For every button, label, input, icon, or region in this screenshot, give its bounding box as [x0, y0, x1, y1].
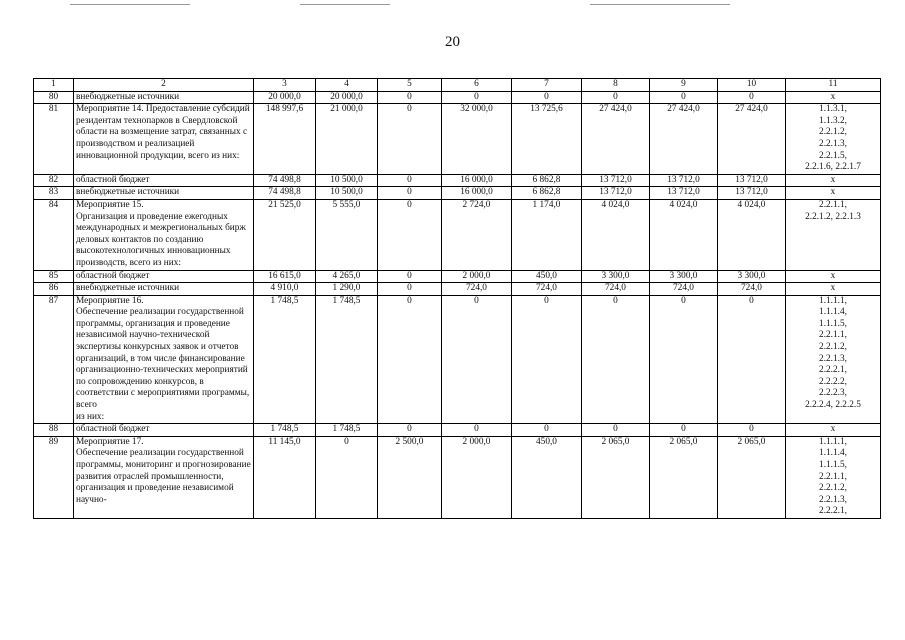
- col8-value: 0: [582, 295, 650, 424]
- col7-value: 0: [512, 295, 582, 424]
- col7-value: 0: [512, 424, 582, 437]
- col10-value: 2 065,0: [718, 436, 786, 518]
- col6-value: 0: [442, 91, 512, 104]
- col8-value: 0: [582, 91, 650, 104]
- table-row: [34, 104, 881, 175]
- row-indicator-codes: x: [786, 91, 881, 104]
- col6-value: 0: [442, 424, 512, 437]
- col9-value: 27 424,0: [650, 104, 718, 175]
- col3-value: 74 498,8: [254, 174, 316, 187]
- col10-value: 724,0: [718, 283, 786, 296]
- table-row: [34, 295, 881, 424]
- col7-value: 450,0: [512, 270, 582, 283]
- row-number: 86: [34, 283, 74, 296]
- col4-value: 1 748,5: [316, 295, 378, 424]
- row-number: 85: [34, 270, 74, 283]
- table-row: [34, 436, 881, 518]
- row-description: внебюджетные источники: [74, 283, 254, 296]
- col7-value: 724,0: [512, 283, 582, 296]
- col3-value: 74 498,8: [254, 187, 316, 200]
- col10-value: 0: [718, 295, 786, 424]
- row-indicator-codes: x: [786, 424, 881, 437]
- table-row: [34, 187, 881, 200]
- col3-value: 1 748,5: [254, 295, 316, 424]
- row-description: Мероприятие 16. Обеспечение реализации государственной программы, организация и проведение независимой научно-технической экспертизы конкурсных заявок и отчетов организаций, в том числе финансирование организационно-технических мероприятий по сопровождению конкурсов, в соответствии с мероприятиями программы, всего из них:: [74, 295, 254, 424]
- table-row: [34, 424, 881, 437]
- col10-value: 27 424,0: [718, 104, 786, 175]
- col5-value: 2 500,0: [378, 436, 442, 518]
- row-indicator-codes: 2.2.1.1, 2.2.1.2, 2.2.1.3: [786, 199, 881, 270]
- col4-value: 4 265,0: [316, 270, 378, 283]
- col8-value: 0: [582, 424, 650, 437]
- col7-value: 0: [512, 91, 582, 104]
- row-number: 88: [34, 424, 74, 437]
- col10-value: 0: [718, 424, 786, 437]
- row-number: 83: [34, 187, 74, 200]
- row-indicator-codes: x: [786, 283, 881, 296]
- scan-edge-line: [300, 4, 390, 5]
- col4-value: 0: [316, 436, 378, 518]
- col9-value: 724,0: [650, 283, 718, 296]
- page-number: 20: [445, 34, 460, 50]
- row-description: Мероприятие 17. Обеспечение реализации государственной программы, мониторинг и прогнозирование развития отраслей промышленности, организация и проведение независимой научно-: [74, 436, 254, 518]
- column-header: 1: [34, 79, 74, 92]
- col4-value: 1 290,0: [316, 283, 378, 296]
- row-indicator-codes: x: [786, 187, 881, 200]
- row-indicator-codes: x: [786, 270, 881, 283]
- col7-value: 6 862,8: [512, 174, 582, 187]
- row-indicator-codes: 1.1.1.1, 1.1.1.4, 1.1.1.5, 2.2.1.1, 2.2.1.2, 2.2.1.3, 2.2.2.1,: [786, 436, 881, 518]
- table-row: [34, 270, 881, 283]
- col5-value: 0: [378, 424, 442, 437]
- row-description: областной бюджет: [74, 424, 254, 437]
- col4-value: 1 748,5: [316, 424, 378, 437]
- col5-value: 0: [378, 174, 442, 187]
- col9-value: 4 024,0: [650, 199, 718, 270]
- col5-value: 0: [378, 270, 442, 283]
- row-number: 80: [34, 91, 74, 104]
- row-description: Мероприятие 14. Предоставление субсидий резидентам технопарков в Свердловской области на возмещение затрат, связанных с производством и реализацией инновационной продукции, всего из них:: [74, 104, 254, 175]
- row-number: 82: [34, 174, 74, 187]
- col3-value: 1 748,5: [254, 424, 316, 437]
- row-number: 87: [34, 295, 74, 424]
- column-header: 9: [650, 79, 718, 92]
- col8-value: 724,0: [582, 283, 650, 296]
- table-row: [34, 174, 881, 187]
- col8-value: 4 024,0: [582, 199, 650, 270]
- row-indicator-codes: x: [786, 174, 881, 187]
- budget-table: [33, 78, 881, 519]
- col6-value: 32 000,0: [442, 104, 512, 175]
- col9-value: 13 712,0: [650, 187, 718, 200]
- scan-edge-line: [590, 4, 730, 5]
- column-header: 2: [74, 79, 254, 92]
- col10-value: 0: [718, 91, 786, 104]
- col3-value: 20 000,0: [254, 91, 316, 104]
- col10-value: 3 300,0: [718, 270, 786, 283]
- row-description: областной бюджет: [74, 174, 254, 187]
- table-row: [34, 199, 881, 270]
- column-header: 4: [316, 79, 378, 92]
- col5-value: 0: [378, 187, 442, 200]
- col9-value: 0: [650, 424, 718, 437]
- col10-value: 13 712,0: [718, 187, 786, 200]
- col5-value: 0: [378, 283, 442, 296]
- col6-value: 16 000,0: [442, 174, 512, 187]
- col7-value: 13 725,6: [512, 104, 582, 175]
- column-header: 11: [786, 79, 881, 92]
- row-description: внебюджетные источники: [74, 187, 254, 200]
- col4-value: 20 000,0: [316, 91, 378, 104]
- col8-value: 27 424,0: [582, 104, 650, 175]
- col4-value: 21 000,0: [316, 104, 378, 175]
- col6-value: 2 000,0: [442, 270, 512, 283]
- col3-value: 16 615,0: [254, 270, 316, 283]
- row-indicator-codes: 1.1.1.1, 1.1.1.4, 1.1.1.5, 2.2.1.1, 2.2.1.2, 2.2.1.3, 2.2.2.1, 2.2.2.2, 2.2.2.3, 2.2.2.4, 2.2.2.5: [786, 295, 881, 424]
- column-header: 8: [582, 79, 650, 92]
- column-header: 7: [512, 79, 582, 92]
- col5-value: 0: [378, 91, 442, 104]
- col6-value: 2 000,0: [442, 436, 512, 518]
- table-row: [34, 283, 881, 296]
- col9-value: 0: [650, 295, 718, 424]
- row-description: областной бюджет: [74, 270, 254, 283]
- col8-value: 3 300,0: [582, 270, 650, 283]
- col4-value: 5 555,0: [316, 199, 378, 270]
- row-number: 89: [34, 436, 74, 518]
- col9-value: 3 300,0: [650, 270, 718, 283]
- column-header: 5: [378, 79, 442, 92]
- scan-edge-line: [70, 4, 190, 5]
- col7-value: 1 174,0: [512, 199, 582, 270]
- column-header: 3: [254, 79, 316, 92]
- col5-value: 0: [378, 104, 442, 175]
- row-indicator-codes: 1.1.3.1, 1.1.3.2, 2.2.1.2, 2.2.1.3, 2.2.1.5, 2.2.1.6, 2.2.1.7: [786, 104, 881, 175]
- col8-value: 13 712,0: [582, 174, 650, 187]
- col3-value: 21 525,0: [254, 199, 316, 270]
- col7-value: 6 862,8: [512, 187, 582, 200]
- col9-value: 13 712,0: [650, 174, 718, 187]
- col9-value: 2 065,0: [650, 436, 718, 518]
- col4-value: 10 500,0: [316, 187, 378, 200]
- col8-value: 2 065,0: [582, 436, 650, 518]
- col5-value: 0: [378, 295, 442, 424]
- col10-value: 4 024,0: [718, 199, 786, 270]
- col6-value: 724,0: [442, 283, 512, 296]
- col9-value: 0: [650, 91, 718, 104]
- col8-value: 13 712,0: [582, 187, 650, 200]
- col5-value: 0: [378, 199, 442, 270]
- col10-value: 13 712,0: [718, 174, 786, 187]
- row-description: Мероприятие 15. Организация и проведение ежегодных международных и межрегиональных бирж деловых контактов по созданию высокотехнологичных инновационных производств, всего из них:: [74, 199, 254, 270]
- col3-value: 148 997,6: [254, 104, 316, 175]
- col3-value: 11 145,0: [254, 436, 316, 518]
- row-number: 81: [34, 104, 74, 175]
- row-description: внебюджетные источники: [74, 91, 254, 104]
- table-row: [34, 91, 881, 104]
- row-number: 84: [34, 199, 74, 270]
- col6-value: 2 724,0: [442, 199, 512, 270]
- col6-value: 16 000,0: [442, 187, 512, 200]
- column-header: 6: [442, 79, 512, 92]
- col6-value: 0: [442, 295, 512, 424]
- col3-value: 4 910,0: [254, 283, 316, 296]
- table-header-row: [34, 79, 881, 92]
- col7-value: 450,0: [512, 436, 582, 518]
- col4-value: 10 500,0: [316, 174, 378, 187]
- column-header: 10: [718, 79, 786, 92]
